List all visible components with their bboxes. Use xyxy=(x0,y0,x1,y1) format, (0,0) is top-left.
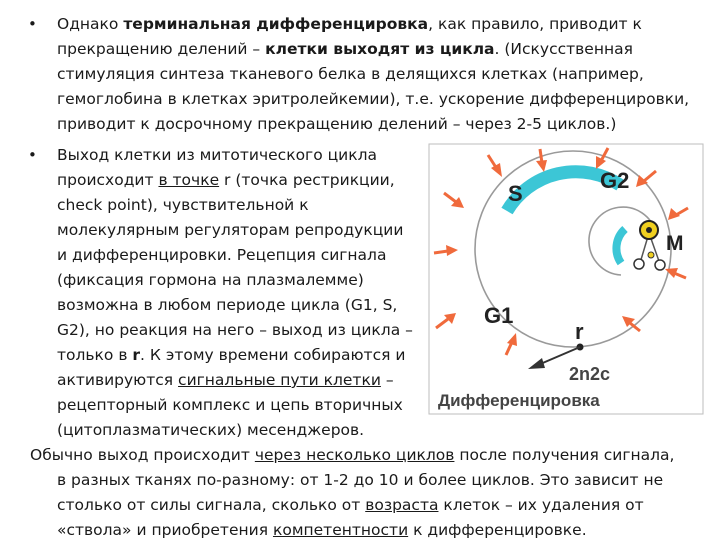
paragraph-2-line-2 xyxy=(57,168,395,193)
text-span: , как правило, приводит к xyxy=(428,15,642,33)
paragraph-2-line-6: (фиксация гормона на плазмалемме) xyxy=(57,271,364,289)
underlined-term: возраста xyxy=(365,496,439,514)
text-span: клеток – их удаления от xyxy=(438,496,644,514)
restriction-point-r: r xyxy=(224,171,231,189)
term-terminal-differentiation: терминальная дифференцировка xyxy=(123,15,429,33)
paragraph-1-line-5: приводит к досрочному прекращению делений – через 2-5 циклов.) xyxy=(57,115,617,133)
text-span: к дифференцировке. xyxy=(408,521,587,539)
paragraph-1-line-1 xyxy=(57,12,642,37)
label-s-phase: S xyxy=(508,181,523,206)
label-g2-phase: G2 xyxy=(600,168,630,193)
daughter-cell xyxy=(634,259,644,269)
mitotic-cell-nucleus xyxy=(646,227,652,233)
paragraph-2-line-9 xyxy=(57,343,405,368)
paragraph-2-line-5: и дифференцировки. Рецепция сигнала xyxy=(57,246,387,264)
paragraph-2-line-3: check point), чувствительной к xyxy=(57,196,309,214)
cell-cycle-diagram xyxy=(428,143,704,415)
paragraph-1-line-4: гемоглобина в клетках эритролейкемии), т.е. ускорение дифференцировки, xyxy=(57,90,690,108)
daughter-cell xyxy=(648,252,654,258)
paragraph-2-line-10 xyxy=(57,368,394,393)
paragraph-3-line-1 xyxy=(30,443,674,468)
text-span: . К этому времени собираются и xyxy=(140,346,406,364)
paragraph-2-line-1: Выход клетки из митотического цикла xyxy=(57,146,377,164)
paragraph-2-line-4: молекулярным регуляторам репродукции xyxy=(57,221,404,239)
paragraph-3-line-3 xyxy=(57,493,644,518)
underlined-term: через несколько циклов xyxy=(254,446,455,464)
underlined-term: компетентности xyxy=(272,521,409,539)
underlined-term: сигнальные пути клетки xyxy=(178,371,381,389)
text-span: (точка рестрикции, xyxy=(230,171,395,189)
paragraph-2-line-12: (цитоплазматических) месенджеров. xyxy=(57,421,365,439)
paragraph-1-line-3: стимуляция синтеза тканевого белка в делящихся клетках (например, xyxy=(57,65,644,83)
bullet: • xyxy=(28,146,37,164)
text-span: Однако xyxy=(57,15,124,33)
label-g1-phase: G1 xyxy=(484,303,514,328)
text-span: «ствола» и приобретения xyxy=(57,521,273,539)
text-span: столько от силы сигнала, сколько от xyxy=(57,496,366,514)
text-span: активируются xyxy=(57,371,179,389)
label-2n2c: 2n2c xyxy=(569,364,611,384)
text-span: после получения сигнала, xyxy=(454,446,675,464)
paragraph-2-line-8: G2), но реакция на него – выход из цикла – xyxy=(57,321,413,339)
label-m-phase: M xyxy=(666,232,684,255)
text-span: . (Искусственная xyxy=(494,40,633,58)
label-restriction-point: r xyxy=(575,319,584,344)
daughter-cell xyxy=(655,260,665,270)
paragraph-3-line-2: в разных тканях по-разному: от 1-2 до 10 и более циклов. Это зависит не xyxy=(57,471,664,489)
paragraph-2-line-11: рецепторный комплекс и цепь вторичных xyxy=(57,396,403,414)
paragraph-2-line-7: возможна в любом периоде цикла (G1, S, xyxy=(57,296,398,314)
paragraph-1-line-2 xyxy=(57,37,633,62)
term-exit-cycle: клетки выходят из цикла xyxy=(265,40,495,58)
diagram-frame xyxy=(429,144,703,414)
underlined-term: в точке xyxy=(158,171,220,189)
paragraph-3-line-4 xyxy=(57,518,587,543)
text-span: – xyxy=(380,371,394,389)
text-span: прекращению делений – xyxy=(57,40,266,58)
text-span: происходит xyxy=(57,171,159,189)
text-span: только в xyxy=(57,346,133,364)
label-differentiation: Дифференцировка xyxy=(438,391,600,410)
text-span: Обычно выход происходит xyxy=(30,446,255,464)
bullet: • xyxy=(28,15,37,33)
restriction-point-r: r xyxy=(132,346,141,364)
